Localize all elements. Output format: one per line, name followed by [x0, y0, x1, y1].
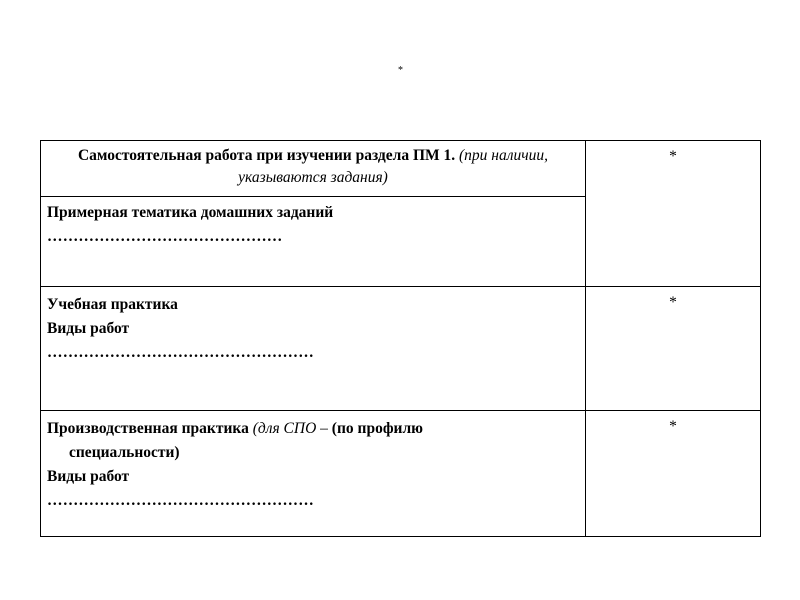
- homework-topics-cell: [41, 197, 586, 287]
- independent-work-hours-cell: [586, 141, 761, 287]
- asterisk-mark: *: [669, 148, 677, 165]
- asterisk-mark: *: [669, 294, 677, 311]
- industrial-practice-dots: ……………………………………………: [47, 492, 314, 509]
- table-row: [41, 411, 761, 537]
- industrial-practice-note: (для СПО –: [252, 420, 328, 437]
- independent-work-note: (при наличии, указываются задания): [238, 147, 549, 186]
- table-row: [41, 141, 761, 197]
- industrial-practice-label: Производственная практика: [47, 420, 249, 437]
- industrial-practice-profile: (по профилю: [331, 420, 424, 437]
- homework-topics-dots: ………………………………………: [47, 228, 283, 245]
- educational-practice-dots: ……………………………………………: [47, 344, 314, 361]
- asterisk-mark: *: [669, 418, 677, 435]
- practice-table: [40, 140, 761, 537]
- educational-practice-label: Учебная практика: [47, 296, 178, 313]
- educational-practice-cell: [41, 287, 586, 411]
- independent-work-title: Самостоятельная работа при изучении раздела ПМ 1.: [77, 147, 456, 164]
- independent-work-cell: [41, 141, 586, 197]
- educational-practice-hours-cell: [586, 287, 761, 411]
- top-asterisk: *: [398, 65, 403, 76]
- work-types-label: Виды работ: [47, 468, 130, 485]
- homework-topics-label: Примерная тематика домашних заданий: [47, 204, 334, 221]
- industrial-practice-specialty: специальности): [69, 444, 180, 461]
- industrial-practice-hours-cell: [586, 411, 761, 537]
- industrial-practice-cell: [41, 411, 586, 537]
- table-row: [41, 287, 761, 411]
- work-types-label: Виды работ: [47, 320, 130, 337]
